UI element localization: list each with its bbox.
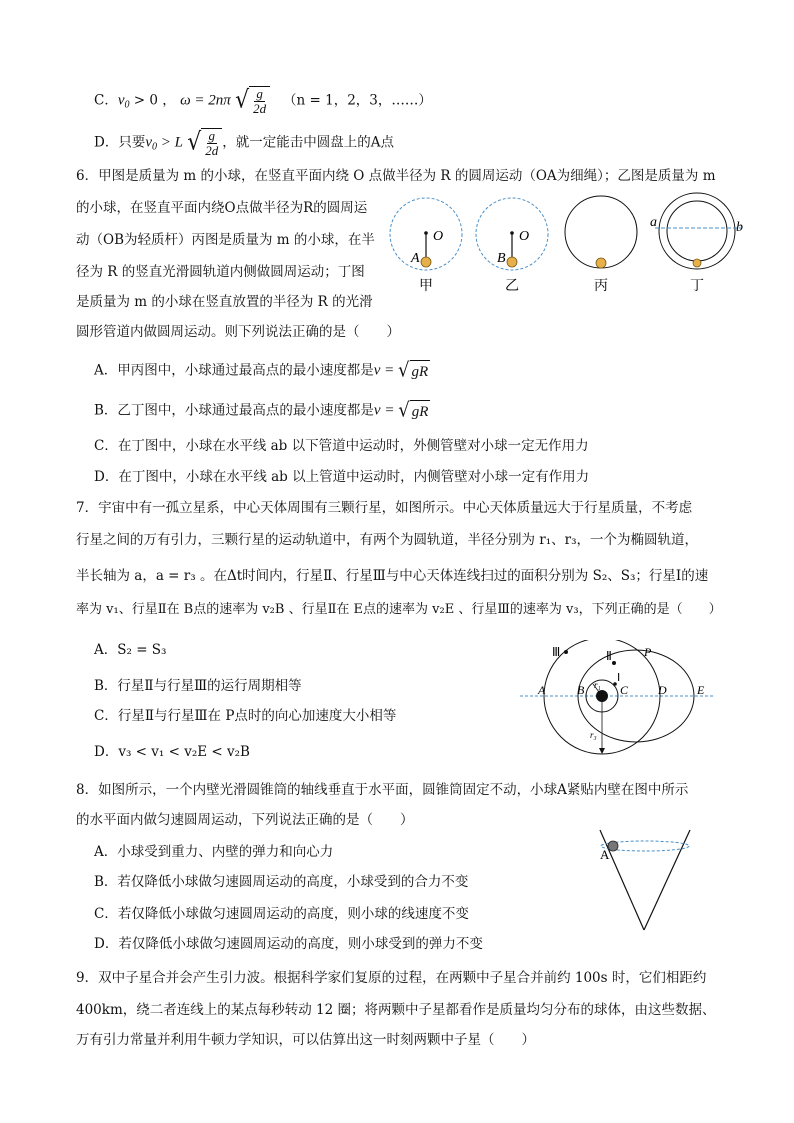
svg-text:A: A <box>600 847 610 862</box>
q6-option-a: A．甲丙图中，小球通过最高点的最小速度都是v = √ gR <box>94 358 429 382</box>
ball-a <box>608 841 618 851</box>
q5-option-c: C．$v_0 > 0$ ， ω = 2nπ √ $\frac{g}{2d}$ （n = 1，2，3，……） <box>94 86 432 116</box>
ding-outer-circle <box>659 193 735 269</box>
jia-ball <box>421 257 431 267</box>
q7-option-b: B．行星Ⅱ与行星Ⅲ的运行周期相等 <box>94 678 302 694</box>
q6-stem-line1: 6．甲图是质量为 m 的小球，在竖直平面内绕 O 点做半径为 R 的圆周运动（OA为细绳）；乙图是质量为 m <box>76 168 716 184</box>
q7-figure <box>520 640 720 780</box>
q8-option-a: A．小球受到重力、内壁的弹力和向心力 <box>94 844 334 860</box>
jia-label: 甲 <box>419 279 433 294</box>
q8-option-d: D．若仅降低小球做匀速圆周运动的高度，则小球受到的弹力不变 <box>94 936 483 952</box>
bing-ball <box>596 258 606 268</box>
ding-a-label: a <box>650 215 657 230</box>
q9-stem-line3: 万有引力常量并利用牛顿力学知识，可以估算出这一时刻两颗中子星（ ） <box>76 1032 535 1048</box>
q5-option-d: D．只要$v_0 > L$ √ $\frac{g}{2d}$ ，就一定能击中圆盘上的A点 <box>94 128 395 158</box>
yi-ball <box>507 257 517 267</box>
svg-text:B: B <box>577 683 585 697</box>
svg-text:Ⅱ: Ⅱ <box>606 649 612 663</box>
q7-stem-line4: 率为 v₁、行星Ⅱ在 B点的速率为 v₂B 、行星Ⅱ在 E点的速率为 v₂E 、行星Ⅲ的速率为 v₃，下列正确的是（ ） <box>76 602 722 617</box>
q6-option-b: B．乙丁图中，小球通过最高点的最小速度都是v = √ gR <box>94 398 429 422</box>
cone-left-wall <box>600 830 644 930</box>
yi-o-label: O <box>519 229 530 244</box>
q7-stem-line3: 半长轴为 a，a = r₃ 。在Δt时间内，行星Ⅱ、行星Ⅲ与中心天体连线扫过的面积分别为 S₂、S₃；行星Ⅰ的速 <box>76 568 709 584</box>
q7-option-c: C．行星Ⅱ与行星Ⅲ在 P点时的向心加速度大小相等 <box>94 708 397 724</box>
svg-text:E: E <box>697 683 705 697</box>
q9-stem-line1: 9．双中子星合并会产生引力波。根据科学家们复原的过程，在两颗中子星合并前约 100s 时，它们相距约 <box>76 970 707 986</box>
svg-text:r₁: r₁ <box>594 680 601 690</box>
q6-option-d: D．在丁图中，小球在水平线 ab 以上管道中运动时，内侧管壁对小球一定有作用力 <box>94 469 590 485</box>
q7-option-d: D．v₃ < v₁ < v₂E < v₂B <box>94 744 250 760</box>
bing-circle <box>565 196 637 268</box>
bing-label: 丙 <box>594 279 608 294</box>
ding-inner-circle <box>667 201 727 261</box>
svg-text:r₃: r₃ <box>590 730 597 740</box>
ding-ball <box>693 259 701 267</box>
q8-stem-line1: 8．如图所示，一个内壁光滑圆锥筒的轴线垂直于水平面，圆锥筒固定不动，小球A紧贴内壁在图中所示 <box>76 782 689 798</box>
jia-a-label: A <box>411 251 420 266</box>
q7-stem-line1: 7．宇宙中有一孤立星系，中心天体周围有三颗行星，如图所示。中心天体质量远大于行星质量，不考虑 <box>76 500 693 516</box>
q7-option-a: A．S₂ = S₃ <box>94 642 167 658</box>
ding-label: 丁 <box>690 279 704 294</box>
svg-text:C: C <box>620 683 629 697</box>
svg-text:P: P <box>644 645 652 659</box>
yi-label: 乙 <box>505 279 519 294</box>
svg-text:A: A <box>538 683 546 697</box>
cone-right-wall <box>644 830 690 930</box>
jia-o-label: O <box>433 229 444 244</box>
ding-b-label: b <box>736 220 743 235</box>
q6-stem-line5: 是质量为 m 的小球在竖直放置的半径为 R 的光滑 <box>76 294 373 310</box>
q6-figure <box>385 190 775 300</box>
svg-text:Ⅰ: Ⅰ <box>617 672 621 684</box>
svg-text:Ⅲ: Ⅲ <box>552 645 561 659</box>
yi-b-label: B <box>497 251 506 266</box>
q6-stem-line2: 的小球，在竖直平面内绕O点做半径为R的圆周运 <box>76 200 368 216</box>
q8-option-b: B．若仅降低小球做匀速圆周运动的高度，小球受到的合力不变 <box>94 874 469 890</box>
q6-stem-line6: 圆形管道内做圆周运动。则下列说法正确的是（ ） <box>76 324 400 340</box>
q6-stem-line3: 动（OB为轻质杆）丙图是质量为 m 的小球，在半 <box>76 232 375 248</box>
q9-stem-line2: 400km，绕二者连线上的某点每秒转动 12 圈；将两颗中子星都看作是质量均匀分布的球体，由这些数据、 <box>76 1002 716 1018</box>
q8-option-c: C．若仅降低小球做匀速圆周运动的高度，则小球的线速度不变 <box>94 906 469 922</box>
svg-text:D: D <box>658 683 667 697</box>
planet-ii <box>612 661 616 665</box>
q6-option-c: C．在丁图中，小球在水平线 ab 以下管道中运动时，外侧管壁对小球一定无作用力 <box>94 438 589 454</box>
planet-iii <box>564 650 568 654</box>
q6-stem-line4: 径为 R 的竖直光滑圆轨道内侧做圆周运动；丁图 <box>76 264 365 280</box>
q8-figure <box>592 826 702 936</box>
q8-stem-line2: 的水平面内做匀速圆周运动，下列说法正确的是（ ） <box>76 812 414 828</box>
q7-stem-line2: 行星之间的万有引力，三颗行星的运动轨道中，有两个为圆轨道，半径分别为 r₁、r₃，一个为椭圆轨道， <box>76 532 699 548</box>
